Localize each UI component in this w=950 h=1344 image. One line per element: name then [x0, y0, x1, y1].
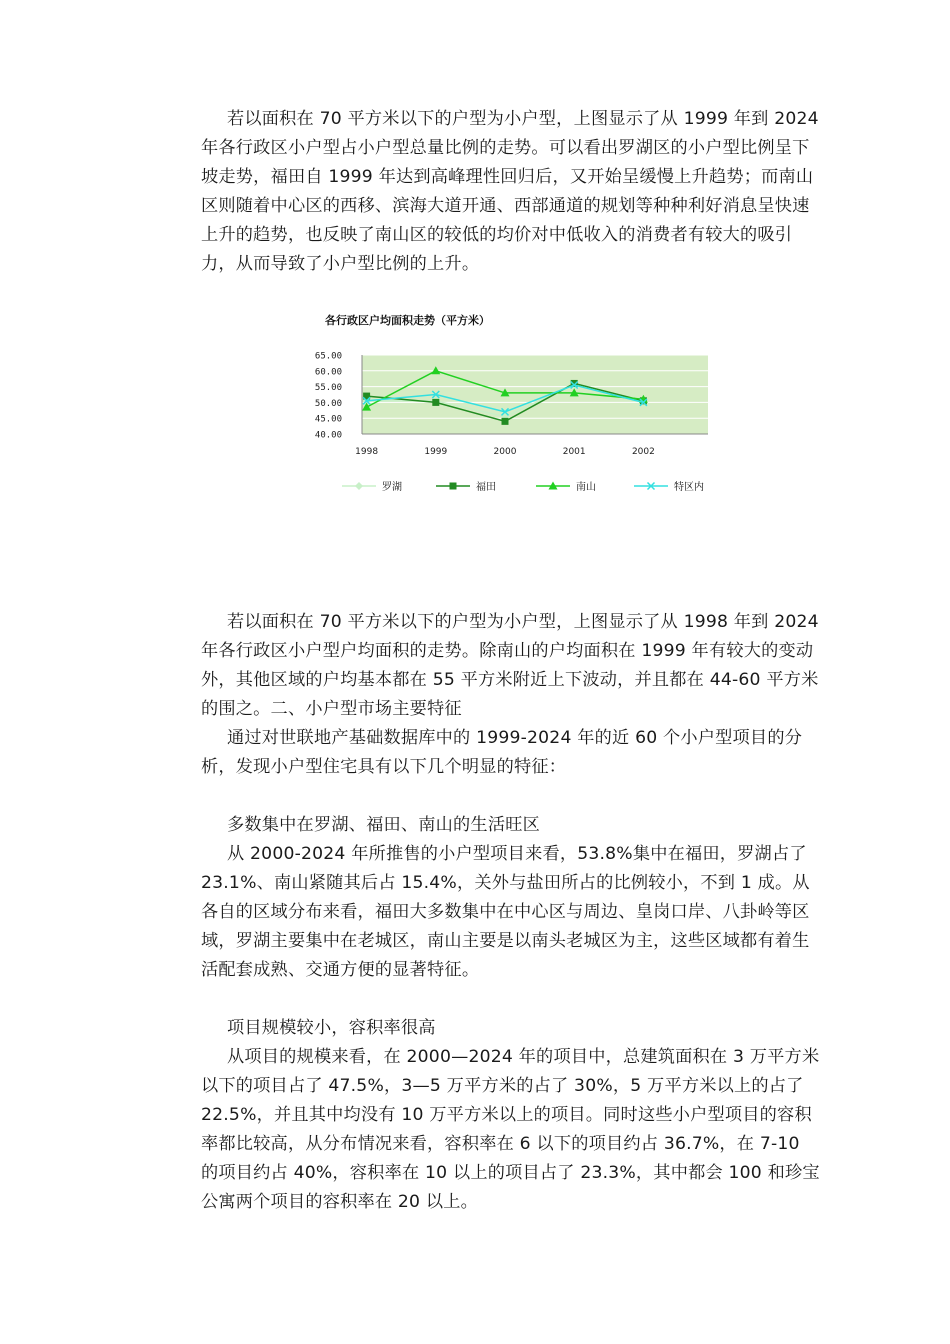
legend-marker	[355, 482, 363, 490]
y-tick-label: 55.00	[314, 383, 342, 394]
y-tick-label: 60.00	[314, 367, 342, 378]
x-tick-label: 2001	[562, 447, 586, 457]
y-tick-label: 40.00	[314, 430, 342, 441]
analysis-intro-paragraph: 通过对世联地产基础数据库中的 1999-2024 年的近 60 个小户型项目的分析，发现小户型住宅具有以下几个明显的特征：	[201, 728, 803, 777]
x-tick-label: 1999	[424, 447, 448, 457]
x-tick-label: 2002	[631, 447, 655, 457]
chart-description-paragraph: 若以面积在 70 平方米以下的户型为小户型，上图显示了从 1998 年到 2024 年各行政区小户型户均面积的走势。除南山的户均面积在 1999 年有较大的变动外，其他区域的户均基本都在 55 平方米附近上下波动，并且都在 44-60 平方米的围之。二、小户型市场主要特征	[201, 612, 819, 719]
chart-title: 各行政区户均面积走势（平方米）	[325, 314, 490, 327]
location-paragraph: 从 2000-2024 年所推售的小户型项目来看，53.8%集中在福田，罗湖占了 23.1%、南山紧随其后占 15.4%，关外与盐田所占的比例较小，不到 1 成。从各自的区域分布来看，福田大多数集中在中心区与周边、皇岗口岸、八卦岭等区域，罗湖主要集中在老城区，南山主要是以南头老城区为主，这些区域都有着生活配套成熟、交通方便的显著特征。	[201, 844, 810, 980]
data-point-2	[432, 399, 439, 406]
plot-background	[362, 355, 708, 434]
x-tick-label: 1998	[355, 447, 379, 457]
intro-paragraph: 若以面积在 70 平方米以下的户型为小户型，上图显示了从 1999 年到 2024 年各行政区小户型占小户型总量比例的走势。可以看出罗湖区的小户型比例呈下坡走势，福田自 1999 年达到高峰理性回归后，又开始呈缓慢上升趋势；而南山区则随着中心区的西移、滨海大道开通、西部通道的规划等种种利好消息呈快速上升的趋势，也反映了南山区的较低的均价对中低收入的消费者有较大的吸引力，从而导致了小户型比例的上升。	[201, 109, 819, 274]
legend-label: 福田	[476, 482, 496, 493]
section-heading-location: 多数集中在罗湖、福田、南山的生活旺区	[227, 815, 540, 835]
chart-svg	[300, 300, 730, 510]
x-tick-label: 2000	[493, 447, 517, 457]
section-heading-scale: 项目规模较小，容积率很高	[227, 1018, 436, 1038]
y-tick-label: 50.00	[314, 398, 342, 409]
data-point-2	[502, 418, 509, 425]
area-trend-chart	[300, 300, 730, 510]
legend-marker	[450, 483, 457, 490]
scale-paragraph: 从项目的规模来看，在 2000—2024 年的项目中，总建筑面积在 3 万平方米以下的项目占了 47.5%，3—5 万平方米的占了 30%，5 万平方米以上的占了 22.5%，并且其中均没有 10 万平方米以上的项目。同时这些小户型项目的容积率都比较高，从分布情况来看，容积率在 6 以下的项目约占 36.7%，在 7-10 的项目约占 40%，容积率在 10 以上的项目占了 23.3%，其中都会 100 和珍宝公寓两个项目的容积率在 20 以上。	[201, 1047, 820, 1212]
y-tick-label: 65.00	[314, 351, 342, 362]
y-tick-label: 45.00	[314, 414, 342, 425]
legend-label: 南山	[576, 482, 596, 493]
legend-label: 特区内	[674, 482, 704, 493]
legend-label: 罗湖	[382, 482, 402, 493]
